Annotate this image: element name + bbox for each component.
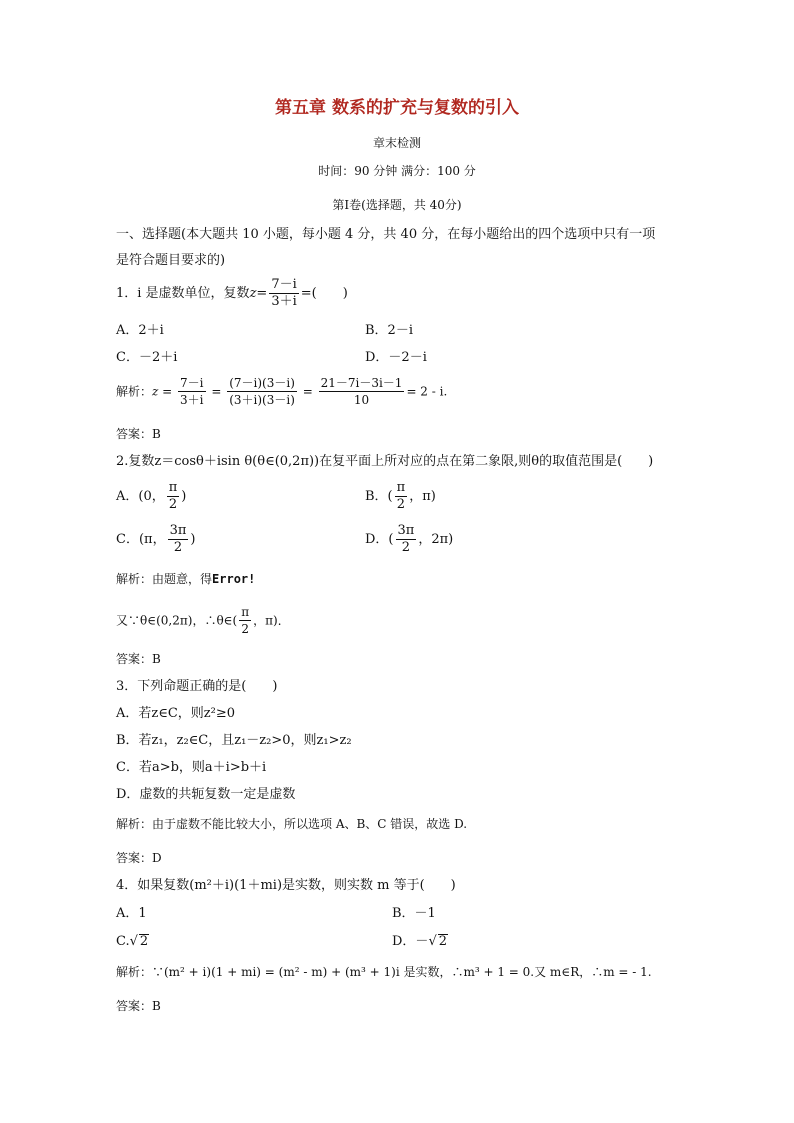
q3-option-d: D．虚数的共轭复数一定是虚数 xyxy=(116,787,296,802)
q2-opt-c-post: ) xyxy=(190,532,196,547)
q2-opt-c-frac xyxy=(168,524,189,555)
q2-opt-d-frac xyxy=(396,524,417,555)
q2-solution-line2 xyxy=(116,605,290,636)
q3-solution: 解析：由于虚数不能比较大小，所以选项 A、B、C 错误，故选 D. xyxy=(116,817,468,831)
q1-solution-eq3: = xyxy=(298,384,317,399)
q4-solution: 解析：∵(m² + i)(1 + mi) = (m² - m) + (m³ + 1)i 是实数，∴m³ + 1 = 0.又 m∈R，∴m = - 1. xyxy=(116,965,652,979)
q1-option-d: D．－2－i xyxy=(365,350,427,365)
section-subtitle: 章末检测 xyxy=(372,136,421,150)
q1-sol-f3-num: 21－7i－3i－1 xyxy=(320,376,403,390)
q2-sol2-post: ，π)． xyxy=(253,613,290,628)
q1-eq: = xyxy=(256,286,268,301)
q2-opt-a-frac xyxy=(167,481,180,512)
q3-stem: 3．下列命题正确的是( ) xyxy=(116,679,278,694)
q1-stem xyxy=(116,278,348,309)
q2-opt-b-pre: B．( xyxy=(365,489,393,504)
section-instruction-line1: 一、选择题(本大题共 10 小题，每小题 4 分，共 40 分，在每小题给出的四个选项中只有一项 xyxy=(116,227,656,242)
q1-sol-f1-den: 3＋i xyxy=(180,393,204,407)
q1-solution-tail: = 2 - i. xyxy=(406,384,448,399)
q2-opt-d-num: 3π xyxy=(397,523,415,538)
q1-sol-f3-den: 10 xyxy=(353,393,370,407)
q2-solution-error: Error! xyxy=(212,572,256,586)
q2-opt-d-pre: D．( xyxy=(365,532,394,547)
q1-z: z xyxy=(249,286,257,301)
q1-sol-f2-num: (7－i)(3－i) xyxy=(229,376,295,390)
q1-solution-eq1: = xyxy=(158,384,177,399)
q2-opt-c-pre: C．(π， xyxy=(116,532,166,547)
q2-sol2-den: 2 xyxy=(241,622,249,636)
q1-fraction xyxy=(269,278,298,309)
q1-frac-num: 7－i xyxy=(271,277,297,292)
q2-opt-b-den: 2 xyxy=(396,497,406,512)
q1-frac-den: 3＋i xyxy=(271,294,297,309)
q2-sol2-num: π xyxy=(241,605,250,619)
q4-opt-c-pre: C. xyxy=(116,934,130,949)
q2-opt-d-post: ，2π) xyxy=(418,532,454,547)
q3-option-c: C．若a>b，则a＋i>b＋i xyxy=(116,760,267,775)
q1-option-a: A．2＋i xyxy=(116,323,164,338)
q1-solution-label: 解析： xyxy=(116,384,153,399)
q2-solution-text: 解析：由题意，得 xyxy=(116,572,213,586)
q1-sol-f1-num: 7－i xyxy=(180,376,204,390)
q1-solution xyxy=(116,376,447,407)
q2-option-b xyxy=(365,481,436,512)
q2-option-c xyxy=(116,524,195,555)
q4-opt-c-sqrt: 2 xyxy=(139,934,149,949)
q1-option-b: B．2－i xyxy=(365,323,413,338)
q2-opt-a-num: π xyxy=(168,480,178,495)
q4-option-c: C.√ 2 xyxy=(116,934,149,949)
q2-opt-a-pre: A．(0， xyxy=(116,489,165,504)
q2-opt-b-post: ，π) xyxy=(409,489,436,504)
q2-opt-a-post: ) xyxy=(181,489,187,504)
q2-option-a xyxy=(116,481,186,512)
q1-solution-eq2: = xyxy=(207,384,226,399)
q1-solution-frac3 xyxy=(319,376,405,407)
q1-option-c: C．－2＋i xyxy=(116,350,178,365)
q4-opt-d-pre: D．－ xyxy=(392,934,429,949)
q2-answer: 答案：B xyxy=(116,652,161,666)
q1-solution-z: z xyxy=(152,384,159,399)
q1-solution-frac1 xyxy=(178,376,205,407)
q2-opt-b-frac xyxy=(395,481,408,512)
q3-option-a: A．若z∈C，则z²≥0 xyxy=(116,706,236,721)
q2-sol2-frac xyxy=(239,605,251,636)
q2-opt-b-num: π xyxy=(396,480,406,495)
time-info: 时间：90 分钟 满分：100 分 xyxy=(318,164,476,178)
q1-solution-frac2 xyxy=(227,376,297,407)
q1-stem-tail: =( ) xyxy=(300,286,348,301)
part-title: 第Ⅰ卷(选择题，共 40分) xyxy=(332,198,462,212)
q2-solution-line1 xyxy=(116,573,255,585)
q2-opt-c-den: 2 xyxy=(173,540,183,555)
q1-sol-f2-den: (3＋i)(3－i) xyxy=(229,393,295,407)
q4-option-d: D．－√ 2 xyxy=(392,934,448,949)
q4-option-b: B．－1 xyxy=(392,906,436,921)
q2-opt-c-num: 3π xyxy=(169,523,187,538)
q4-option-a: A．1 xyxy=(116,906,147,921)
q2-sol2-pre: 又∵θ∈(0,2π)，∴θ∈( xyxy=(116,613,238,628)
q2-stem: 2.复数z＝cosθ＋isin θ(θ∈(0,2π))在复平面上所对应的点在第二象限,则θ的取值范围是( ) xyxy=(116,454,654,469)
section-instruction-line2: 是符合题目要求的) xyxy=(116,253,226,268)
q2-opt-d-den: 2 xyxy=(401,540,411,555)
chapter-title: 第五章 数系的扩充与复数的引入 xyxy=(275,98,519,118)
q4-opt-d-sqrt: 2 xyxy=(438,934,448,949)
q4-answer: 答案：B xyxy=(116,999,161,1013)
q1-answer: 答案：B xyxy=(116,427,161,441)
q2-option-d xyxy=(365,524,453,555)
q3-option-b: B．若z₁，z₂∈C，且z₁－z₂>0，则z₁>z₂ xyxy=(116,733,352,748)
q4-stem: 4．如果复数(m²＋i)(1＋mi)是实数，则实数 m 等于( ) xyxy=(116,878,456,893)
q1-stem-text: 1．i 是虚数单位，复数 xyxy=(116,286,250,301)
q3-answer: 答案：D xyxy=(116,851,162,865)
q2-opt-a-den: 2 xyxy=(168,497,178,512)
